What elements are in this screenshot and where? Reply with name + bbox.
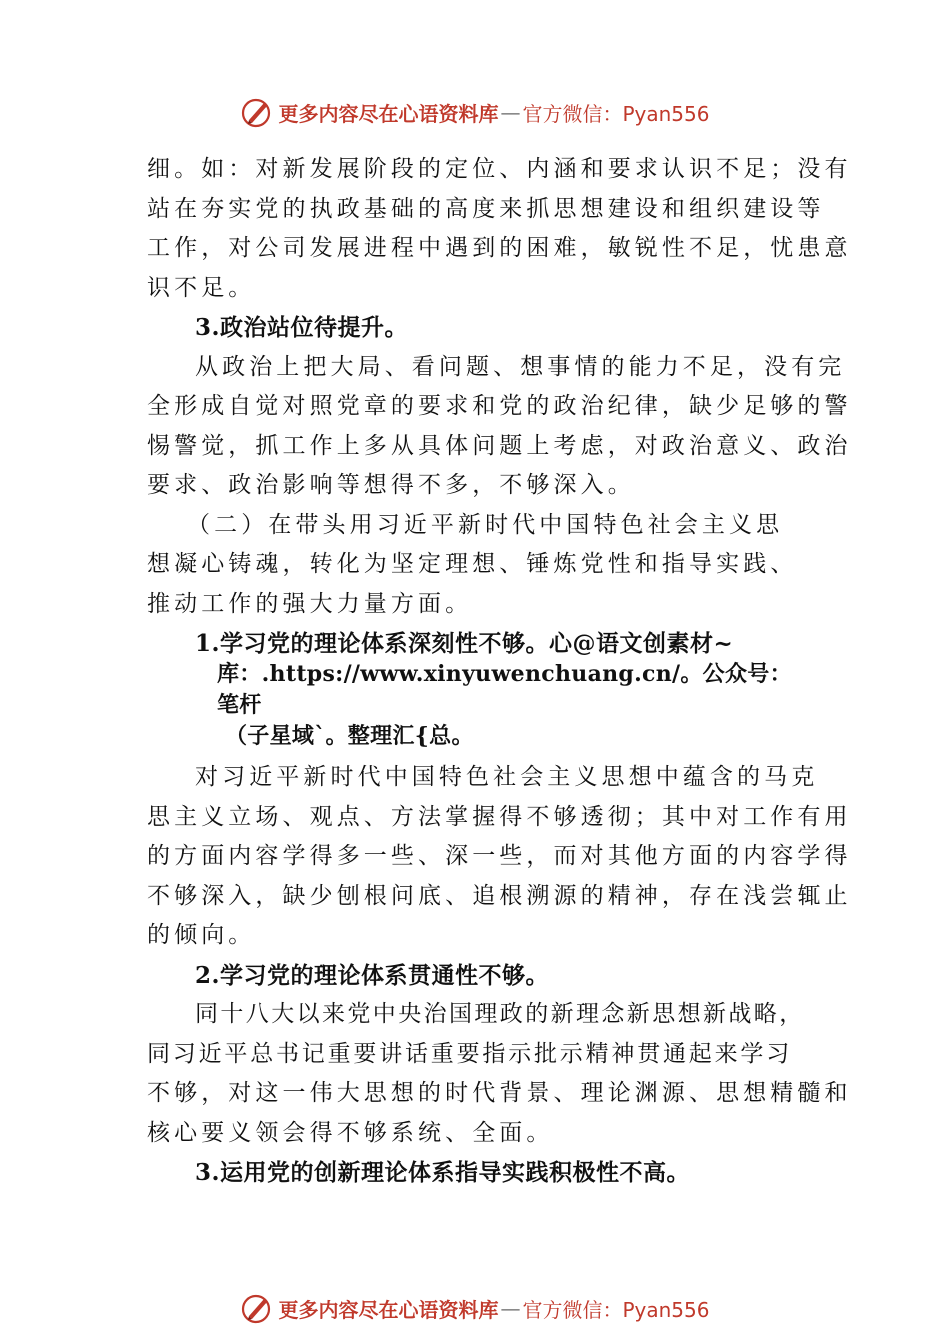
subsection-heading-line: 推动工作的强大力量方面。	[147, 590, 473, 617]
body-line: 站在夯实党的执政基础的高度来抓思想建设和组织建设等	[147, 195, 825, 222]
pen-logo-icon	[240, 1291, 274, 1325]
pen-logo-icon	[240, 95, 274, 129]
section-heading: 3.政治站位待提升。	[195, 314, 409, 341]
body-line: 不够，对这一伟大思想的时代背景、理论渊源、思想精髓和	[147, 1080, 852, 1106]
banner-dash: —	[500, 1296, 521, 1320]
section-heading: 3.运用党的创新理论体系指导实践积极性不高。	[195, 1159, 691, 1186]
body-line: 全形成自觉对照党章的要求和党的政治纪律，缺少足够的警	[147, 393, 852, 419]
watermark-text-line: （子星域`。整理汇{总。	[225, 723, 474, 749]
body-line: 细。如：对新发展阶段的定位、内涵和要求认识不足；没有	[147, 156, 852, 182]
banner-right-text: 官方微信：Pyan556	[522, 101, 710, 126]
body-line: 同十八大以来党中央治国理政的新理念新思想新战略，	[195, 1001, 805, 1027]
body-line: 的方面内容学得多一些、深一些，而对其他方面的内容学得	[147, 843, 852, 869]
banner-left-text: 更多内容尽在心语资料库	[278, 1297, 499, 1322]
section-heading: 2.学习党的理论体系贯通性不够。	[195, 961, 550, 989]
banner-left-text: 更多内容尽在心语资料库	[278, 101, 499, 126]
footer-banner	[0, 1288, 950, 1328]
banner-right-text: 官方微信：Pyan556	[522, 1297, 710, 1322]
watermark-text-line: 库：.https://www.xinyuwenchuang.cn/。公众号：笔杆	[217, 661, 792, 718]
body-line: 工作，对公司发展进程中遇到的困难，敏锐性不足，忧患意	[147, 235, 852, 261]
body-line: 核心要义领会得不够系统、全面。	[147, 1119, 554, 1146]
body-line: 同习近平总书记重要讲话重要指示批示精神贯通起来学习	[147, 1040, 792, 1067]
body-line: 识不足。	[147, 274, 256, 301]
subsection-heading: （二）在带头用习近平新时代中国特色社会主义思	[187, 511, 784, 538]
subsection-heading-line: 想凝心铸魂，转化为坚定理想、锤炼党性和指导实践、	[147, 551, 798, 577]
body-line: 不够深入，缺少刨根问底、追根溯源的精神，存在浅尝辄止	[147, 882, 852, 909]
header-banner	[0, 92, 950, 132]
body-line: 思主义立场、观点、方法掌握得不够透彻；其中对工作有用	[147, 803, 852, 830]
banner-dash: —	[500, 100, 521, 124]
body-line: 对习近平新时代中国特色社会主义思想中蕴含的马克	[195, 764, 819, 790]
section-heading: 1.学习党的理论体系深刻性不够。心@语文创素材~	[195, 630, 734, 657]
document-body	[147, 150, 852, 1193]
body-line: 惕警觉，抓工作上多从具体问题上考虑，对政治意义、政治	[147, 432, 852, 459]
body-line: 从政治上把大局、看问题、想事情的能力不足，没有完	[195, 353, 846, 380]
body-line: 的倾向。	[147, 922, 256, 948]
body-line: 要求、政治影响等想得不多，不够深入。	[147, 472, 635, 498]
